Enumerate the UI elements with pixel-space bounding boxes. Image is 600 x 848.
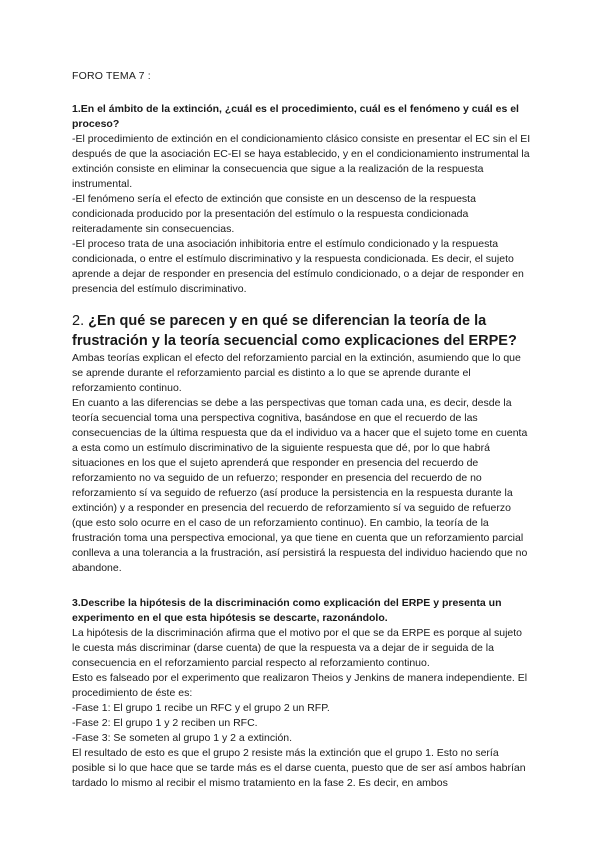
- answer-3-experiment-intro: Esto es falseado por el experimento que realizaron Theios y Jenkins de manera independiente. El procedimiento de éste es:: [72, 672, 528, 699]
- answer-1-phenomenon: -El fenómeno sería el efecto de extinción que consiste en un descenso de la respuesta condicionada producido por la presentación del estímulo o la respuesta condicionada reiteradamente sin consecuencias.: [72, 193, 476, 235]
- answer-3-hypothesis: La hipótesis de la discriminación afirma que el motivo por el que se da ERPE es porque al sujeto le cuesta más discriminar (darse cuenta) de que la respuesta va a dejar de ir seguida de la consecuencia en el reforzamiento parcial respecto al reforzamiento continuo.: [72, 627, 522, 669]
- page-title: FORO TEMA 7 :: [72, 70, 151, 82]
- document-page: [72, 70, 532, 791]
- answer-2-differences: En cuanto a las diferencias se debe a las perspectivas que toman cada una, es decir, desde la teoría secuencial toma una perspectiva cognitiva, basándose en que el recuerdo de las consecuencias de la última respuesta que da el individuo va a hacer que el sujeto tome en cuenta a esta como un estímulo discriminativo de la siguiente respuesta que dé, por lo que habrá situaciones en los que el sujeto aprenderá que responder en presencia del recuerdo de reforzamiento no va seguido de un refuerzo; responder en presencia del recuerdo de no reforzamiento sí va seguido de refuerzo (así produce la persistencia en la respuesta durante la extinción) y a responder en presencia del recuerdo de reforzamiento sí va seguido de refuerzo (que esto solo ocurre en el caso de un reforzamiento continuo). En cambio, la teoría de la frustración toma una perspectiva emocional, ya que tiene en cuenta que un reforzamiento parcial conlleva a una tolerancia a la frustración, así persistirá la respuesta del individuo haciendo que no abandone.: [72, 397, 528, 574]
- question-2: [72, 311, 532, 351]
- answer-2-similarities: Ambas teorías explican el efecto del reforzamiento parcial en la extinción, asumiendo que lo que se aprende durante el reforzamiento parcial es distinto a lo que se aprende durante el reforzamiento continuo.: [72, 352, 521, 394]
- answer-1-process: -El proceso trata de una asociación inhibitoria entre el estímulo condicionado y la respuesta condicionada, o entre el estímulo discriminativo y la respuesta condicionada. Es decir, el sujeto aprende a dejar de responder en presencia del estímulo condicionado, o a dejar de responder en presencia del estímulo discriminativo.: [72, 238, 524, 295]
- answer-3-phase-3: -Fase 3: Se someten al grupo 1 y 2 a extinción.: [72, 732, 293, 744]
- question-2-text: ¿En qué se parecen y en qué se diferencian la teoría de la frustración y la teoría secuencial como explicaciones del ERPE?: [72, 313, 517, 349]
- answer-1-procedure: -El procedimiento de extinción en el condicionamiento clásico consiste en presentar el EC sin el EI después de que la asociación EC-EI se haya establecido, y en el condicionamiento instrumental la extinción consiste en eliminar la consecuencia que sigue a la realización de la respuesta instrumental.: [72, 133, 531, 190]
- answer-3-phase-2: -Fase 2: El grupo 1 y 2 reciben un RFC.: [72, 717, 258, 729]
- question-2-number: 2.: [72, 313, 85, 329]
- answer-3-result: El resultado de esto es que el grupo 2 resiste más la extinción que el grupo 1. Esto no sería posible si lo que hace que se tarde más es el darse cuenta, puesto que de ser así ambos habrían tardado lo mismo al recibir el mismo tratamiento en la fase 2. Es decir, en ambos: [72, 747, 526, 789]
- question-3: 3.Describe la hipótesis de la discriminación como explicación del ERPE y presenta un experimento en el que esta hipótesis se descarte, razonándolo.: [72, 597, 502, 624]
- answer-3-phase-1: -Fase 1: El grupo 1 recibe un RFC y el grupo 2 un RFP.: [72, 702, 330, 714]
- question-1: 1.En el ámbito de la extinción, ¿cuál es el procedimiento, cuál es el fenómeno y cuál es el proceso?: [72, 103, 519, 130]
